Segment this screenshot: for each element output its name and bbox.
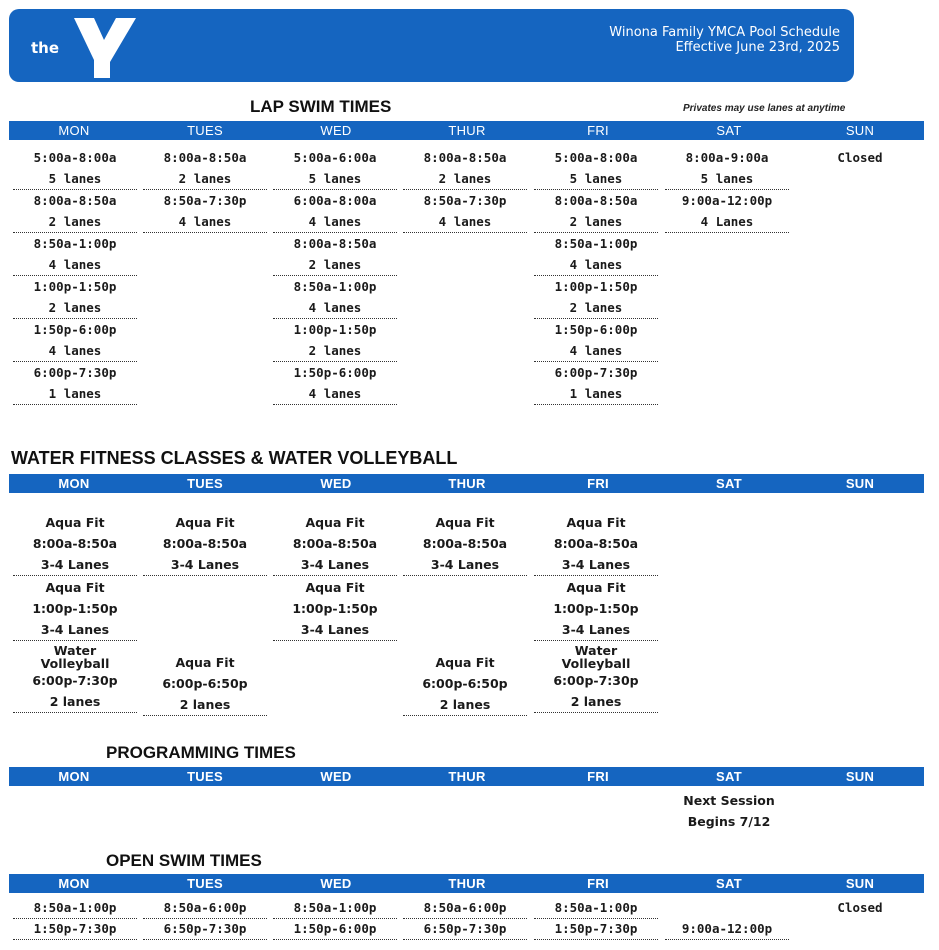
fitness-fri-class-line: Volleyball bbox=[561, 656, 631, 671]
fitness-fri-class-line: Aqua Fit bbox=[566, 580, 626, 595]
lap-mon-slot bbox=[13, 362, 137, 405]
lap-fri-slot-line: 4 lanes bbox=[569, 257, 623, 272]
open-tue-slot-line: 8:50a-6:00p bbox=[163, 900, 247, 915]
programming-day-bar bbox=[9, 767, 924, 786]
lap-mon-slot-line: 6:00p-7:30p bbox=[33, 365, 117, 380]
lap-mon-slot-line: 5:00a-8:00a bbox=[33, 150, 117, 165]
lap-fri-slot-line: 4 lanes bbox=[569, 343, 623, 358]
fitness-wed-class-line: 3-4 Lanes bbox=[300, 622, 370, 637]
lap-wed-slot-line: 2 lanes bbox=[308, 257, 362, 272]
lap-sat-slot-line: 9:00a-12:00p bbox=[681, 193, 773, 208]
day-tue: TUES bbox=[187, 476, 223, 491]
fitness-thu-class bbox=[403, 512, 527, 576]
open-fri-slot bbox=[534, 897, 658, 919]
day-sat: SAT bbox=[716, 476, 742, 491]
title-line-2: Effective June 23rd, 2025 bbox=[675, 40, 840, 55]
fitness-mon-class-line: Aqua Fit bbox=[45, 580, 105, 595]
programming-sat-line-1: Next Session bbox=[683, 793, 775, 808]
open-sat-cell-line: 9:00a-12:00p bbox=[681, 921, 773, 936]
day-thu: THUR bbox=[448, 769, 486, 784]
programming-sat-cell bbox=[667, 790, 791, 832]
day-sun: SUN bbox=[845, 769, 875, 784]
fitness-tue-class-line: 8:00a-8:50a bbox=[162, 536, 248, 551]
lap-sat-slot-line: 5 lanes bbox=[700, 171, 754, 186]
day-thu: THUR bbox=[448, 123, 486, 138]
lap-fri-slot-line: 8:00a-8:50a bbox=[554, 193, 638, 208]
day-sat: SAT bbox=[716, 769, 742, 784]
day-wed: WED bbox=[320, 769, 352, 784]
lap-mon-slot-line: 8:50a-1:00p bbox=[33, 236, 117, 251]
day-fri: FRI bbox=[587, 876, 609, 891]
lap-fri-slot-line: 1:00p-1:50p bbox=[554, 279, 638, 294]
fitness-thu-class-line: Aqua Fit bbox=[435, 655, 495, 670]
fitness-tue-class bbox=[143, 652, 267, 716]
day-mon: MON bbox=[58, 476, 90, 491]
fitness-mon-class-line: Water bbox=[53, 643, 97, 658]
lap-wed-slot-line: 8:50a-1:00p bbox=[293, 279, 377, 294]
lap-fri-slot-line: 1:50p-6:00p bbox=[554, 322, 638, 337]
open-tue-slot bbox=[143, 897, 267, 919]
lap-wed-slot bbox=[273, 362, 397, 405]
fitness-mon-class-line: 8:00a-8:50a bbox=[32, 536, 118, 551]
lap-wed-slot bbox=[273, 233, 397, 276]
open-wed-slot-line: 8:50a-1:00p bbox=[293, 900, 377, 915]
fitness-mon-class-line: 1:00p-1:50p bbox=[32, 601, 118, 616]
lap-mon-slot-line: 2 lanes bbox=[48, 214, 102, 229]
open-wed-slot bbox=[273, 918, 397, 940]
lap-mon-slot-line: 8:00a-8:50a bbox=[33, 193, 117, 208]
lap-wed-slot-line: 1:00p-1:50p bbox=[293, 322, 377, 337]
fitness-tue-class-line: Aqua Fit bbox=[175, 515, 235, 530]
day-tue: TUES bbox=[187, 123, 223, 138]
day-wed: WED bbox=[320, 123, 352, 138]
lap-thu-slot-line: 4 lanes bbox=[438, 214, 492, 229]
day-tue: TUES bbox=[187, 876, 223, 891]
water-fitness-day-bar bbox=[9, 474, 924, 493]
lap-tue-slot bbox=[143, 147, 267, 190]
day-sun: SUN bbox=[845, 876, 875, 891]
fitness-fri-class-line: 2 lanes bbox=[570, 694, 622, 709]
lap-fri-slot bbox=[534, 319, 658, 362]
open-thu-slot bbox=[403, 897, 527, 919]
lap-fri-slot bbox=[534, 276, 658, 319]
lap-sat-slot-line: 4 Lanes bbox=[700, 214, 754, 229]
fitness-mon-class-line: Volleyball bbox=[40, 656, 110, 671]
water-fitness-title: WATER FITNESS CLASSES & WATER VOLLEYBALL bbox=[11, 448, 458, 468]
lap-swim-day-bar bbox=[9, 121, 924, 140]
privates-note: Privates may use lanes at anytime bbox=[683, 103, 846, 114]
lap-fri-slot-line: 5:00a-8:00a bbox=[554, 150, 638, 165]
lap-tue-slot-line: 4 lanes bbox=[178, 214, 232, 229]
lap-tue-slot bbox=[143, 190, 267, 233]
fitness-wed-class-line: Aqua Fit bbox=[305, 515, 365, 530]
lap-mon-slot-line: 1:50p-6:00p bbox=[33, 322, 117, 337]
fitness-wed-class-line: 1:00p-1:50p bbox=[292, 601, 378, 616]
day-sun: SUN bbox=[845, 476, 875, 491]
fitness-tue-class-line: 6:00p-6:50p bbox=[162, 676, 248, 691]
lap-sat-slot bbox=[665, 147, 789, 190]
fitness-tue-class-line: Aqua Fit bbox=[175, 655, 235, 670]
lap-fri-slot bbox=[534, 233, 658, 276]
lap-fri-slot-line: 6:00p-7:30p bbox=[554, 365, 638, 380]
open-mon-slot bbox=[13, 897, 137, 919]
open-mon-slot-line: 8:50a-1:00p bbox=[33, 900, 117, 915]
lap-sun-cell-line: Closed bbox=[837, 150, 883, 165]
open-sun-cell bbox=[798, 897, 922, 918]
day-fri: FRI bbox=[587, 476, 609, 491]
logo-text: the bbox=[31, 39, 60, 57]
fitness-fri-class-line: 6:00p-7:30p bbox=[553, 673, 639, 688]
fitness-mon-class bbox=[13, 577, 137, 641]
lap-mon-slot bbox=[13, 319, 137, 362]
open-thu-slot bbox=[403, 918, 527, 940]
fitness-thu-class-line: 2 lanes bbox=[439, 697, 491, 712]
lap-wed-slot bbox=[273, 319, 397, 362]
day-thu: THUR bbox=[448, 476, 486, 491]
day-sun: SUN bbox=[845, 123, 875, 138]
lap-fri-slot bbox=[534, 190, 658, 233]
lap-wed-slot-line: 4 lanes bbox=[308, 300, 362, 315]
fitness-fri-class bbox=[534, 512, 658, 576]
lap-wed-slot-line: 1:50p-6:00p bbox=[293, 365, 377, 380]
fitness-fri-class bbox=[534, 577, 658, 641]
lap-tue-slot-line: 8:00a-8:50a bbox=[163, 150, 247, 165]
fitness-mon-class bbox=[13, 512, 137, 576]
lap-sat-slot-line: 8:00a-9:00a bbox=[685, 150, 769, 165]
fitness-thu-class bbox=[403, 652, 527, 716]
open-wed-slot bbox=[273, 897, 397, 919]
fitness-thu-class-line: Aqua Fit bbox=[435, 515, 495, 530]
lap-fri-slot-line: 2 lanes bbox=[569, 300, 623, 315]
day-wed: WED bbox=[320, 476, 352, 491]
fitness-tue-class-line: 2 lanes bbox=[179, 697, 231, 712]
fitness-fri-class bbox=[534, 644, 658, 713]
title-line-1: Winona Family YMCA Pool Schedule bbox=[609, 25, 840, 40]
lap-wed-slot-line: 4 lanes bbox=[308, 386, 362, 401]
open-tue-slot bbox=[143, 918, 267, 940]
day-tue: TUES bbox=[187, 769, 223, 784]
lap-wed-slot-line: 5:00a-6:00a bbox=[293, 150, 377, 165]
lap-thu-slot-line: 2 lanes bbox=[438, 171, 492, 186]
open-swim-day-bar bbox=[9, 874, 924, 893]
lap-wed-slot-line: 2 lanes bbox=[308, 343, 362, 358]
fitness-tue-class bbox=[143, 512, 267, 576]
day-fri: FRI bbox=[587, 769, 609, 784]
fitness-mon-class-line: 2 lanes bbox=[49, 694, 101, 709]
fitness-wed-class bbox=[273, 577, 397, 641]
lap-tue-slot-line: 8:50a-7:30p bbox=[163, 193, 247, 208]
fitness-fri-class-line: 3-4 Lanes bbox=[561, 557, 631, 572]
fitness-mon-class-line: 3-4 Lanes bbox=[40, 557, 110, 572]
lap-mon-slot-line: 1 lanes bbox=[48, 386, 102, 401]
lap-mon-slot-line: 4 lanes bbox=[48, 257, 102, 272]
page-title bbox=[440, 25, 840, 55]
open-wed-slot-line: 1:50p-6:00p bbox=[293, 921, 377, 936]
day-sat: SAT bbox=[716, 123, 742, 138]
lap-wed-slot bbox=[273, 190, 397, 233]
lap-thu-slot bbox=[403, 190, 527, 233]
lap-sat-slot bbox=[665, 190, 789, 233]
fitness-mon-class-line: 3-4 Lanes bbox=[40, 622, 110, 637]
open-mon-slot-line: 1:50p-7:30p bbox=[33, 921, 117, 936]
fitness-thu-class-line: 8:00a-8:50a bbox=[422, 536, 508, 551]
lap-mon-slot-line: 1:00p-1:50p bbox=[33, 279, 117, 294]
lap-thu-slot-line: 8:50a-7:30p bbox=[423, 193, 507, 208]
fitness-thu-class-line: 3-4 Lanes bbox=[430, 557, 500, 572]
fitness-fri-class-line: 1:00p-1:50p bbox=[553, 601, 639, 616]
open-swim-title: OPEN SWIM TIMES bbox=[106, 851, 262, 870]
lap-wed-slot-line: 8:00a-8:50a bbox=[293, 236, 377, 251]
day-mon: MON bbox=[58, 769, 90, 784]
lap-wed-slot-line: 6:00a-8:00a bbox=[293, 193, 377, 208]
fitness-fri-class-line: 8:00a-8:50a bbox=[553, 536, 639, 551]
lap-mon-slot bbox=[13, 147, 137, 190]
fitness-fri-class-line: Water bbox=[574, 643, 618, 658]
open-sat-cell bbox=[665, 918, 789, 940]
day-thu: THUR bbox=[448, 876, 486, 891]
fitness-mon-class-line: Aqua Fit bbox=[45, 515, 105, 530]
lap-mon-slot bbox=[13, 233, 137, 276]
fitness-fri-class-line: 3-4 Lanes bbox=[561, 622, 631, 637]
fitness-wed-class-line: 3-4 Lanes bbox=[300, 557, 370, 572]
lap-tue-slot-line: 2 lanes bbox=[178, 171, 232, 186]
programming-title: PROGRAMMING TIMES bbox=[106, 743, 296, 762]
fitness-mon-class bbox=[13, 644, 137, 713]
lap-fri-slot bbox=[534, 362, 658, 405]
day-mon: MON bbox=[58, 876, 90, 891]
open-thu-slot-line: 6:50p-7:30p bbox=[423, 921, 507, 936]
lap-fri-slot-line: 5 lanes bbox=[569, 171, 623, 186]
lap-wed-slot bbox=[273, 276, 397, 319]
lap-fri-slot-line: 1 lanes bbox=[569, 386, 623, 401]
lap-fri-slot-line: 8:50a-1:00p bbox=[554, 236, 638, 251]
fitness-wed-class-line: 8:00a-8:50a bbox=[292, 536, 378, 551]
lap-mon-slot bbox=[13, 190, 137, 233]
fitness-thu-class-line: 6:00p-6:50p bbox=[422, 676, 508, 691]
lap-wed-slot-line: 5 lanes bbox=[308, 171, 362, 186]
fitness-wed-class-line: Aqua Fit bbox=[305, 580, 365, 595]
day-wed: WED bbox=[320, 876, 352, 891]
day-mon: MON bbox=[58, 123, 90, 138]
open-fri-slot bbox=[534, 918, 658, 940]
lap-fri-slot bbox=[534, 147, 658, 190]
fitness-tue-class-line: 3-4 Lanes bbox=[170, 557, 240, 572]
open-sun-cell-line: Closed bbox=[837, 900, 883, 915]
lap-wed-slot-line: 4 lanes bbox=[308, 214, 362, 229]
lap-thu-slot-line: 8:00a-8:50a bbox=[423, 150, 507, 165]
lap-thu-slot bbox=[403, 147, 527, 190]
day-sat: SAT bbox=[716, 876, 742, 891]
fitness-wed-class bbox=[273, 512, 397, 576]
open-thu-slot-line: 8:50a-6:00p bbox=[423, 900, 507, 915]
lap-mon-slot-line: 2 lanes bbox=[48, 300, 102, 315]
header-banner bbox=[9, 9, 854, 82]
open-fri-slot-line: 1:50p-7:30p bbox=[554, 921, 638, 936]
lap-fri-slot-line: 2 lanes bbox=[569, 214, 623, 229]
lap-sun-cell bbox=[798, 147, 922, 168]
day-fri: FRI bbox=[587, 123, 609, 138]
fitness-mon-class-line: 6:00p-7:30p bbox=[32, 673, 118, 688]
fitness-fri-class-line: Aqua Fit bbox=[566, 515, 626, 530]
lap-swim-title: LAP SWIM TIMES bbox=[250, 97, 392, 116]
open-mon-slot bbox=[13, 918, 137, 940]
lap-wed-slot bbox=[273, 147, 397, 190]
open-fri-slot-line: 8:50a-1:00p bbox=[554, 900, 638, 915]
lap-mon-slot-line: 4 lanes bbox=[48, 343, 102, 358]
lap-mon-slot bbox=[13, 276, 137, 319]
programming-sat-line-2: Begins 7/12 bbox=[687, 814, 771, 829]
open-tue-slot-line: 6:50p-7:30p bbox=[163, 921, 247, 936]
lap-mon-slot-line: 5 lanes bbox=[48, 171, 102, 186]
